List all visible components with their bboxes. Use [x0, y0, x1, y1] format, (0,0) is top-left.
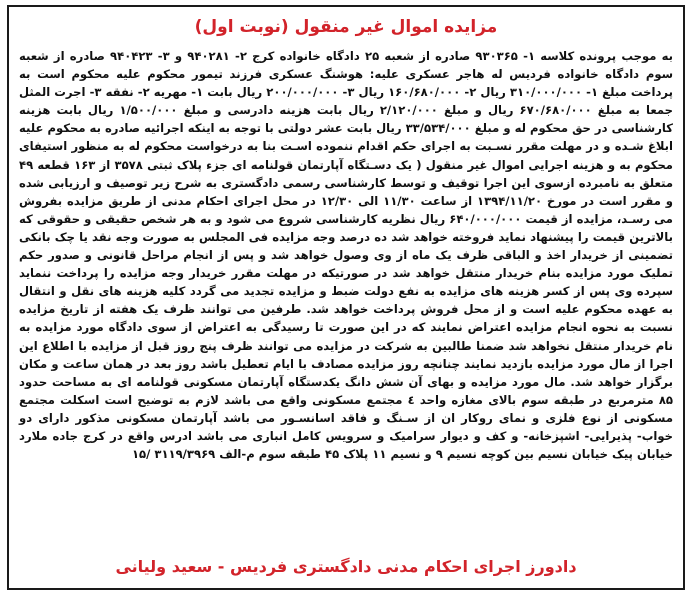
notice-title: مزایده اموال غیر منقول (نوبت اول)	[194, 17, 498, 37]
notice-signature: دادورز اجرای احکام مدنی دادگستری فردیس - سعید ولیانی	[115, 557, 577, 576]
auction-notice	[7, 5, 685, 590]
notice-body-text: به موجب پرونده کلاسه ۱- ۹۳۰۳۶۵ صادره از شعبه ۲۵ دادگاه خانواده کرج ۲- ۹۴۰۲۸۱ و ۳- ۹۴۰۴۲۳ صادره از شعبه سوم دادگاه خانواده فردیس له هاجر عسکری علیه: هوشنگ عسکری فرزند تیمور محکوم علیه محکوم است به پرداخت مبلغ ۱- ۳۱۰/۰۰۰/۰۰۰ ریال ۲- ۱۶۰/۶۸۰/۰۰۰ ریال ۳- ۲۰۰/۰۰۰/۰۰۰ ریال بابت ۱- مهریه ۲- نفقه ۳- اجرت المثل جمعا به مبلغ ۶۷۰/۶۸۰/۰۰۰ ریال و مبلغ ۲/۱۲۰/۰۰۰ ریال بابت هزینه دادرسی و مبلغ ۱/۵۰۰/۰۰۰ ریال بابت هزینه کارشناسی در حق محکوم له و مبلغ ۳۳/۵۳۴/۰۰۰ ریال بابت عشر دولتی با توجه به اینکه اجرائیه صادره به محکوم علیه ابلاغ شـده و در مهلت مقرر نسـبت به اجرای حکم اقدام ننموده اسـت بنا به درخواست محکوم له به منظور استیفای محکوم به و هزینه اجرایی اموال غیر منقول ( یک دسـتگاه آپارتمان قولنامه ای جزء پلاک ثبتی ۳۵۷۸ از ۱۶۳ قطعه ۴۹ متعلق به نامبرده ازسوی این اجرا توقیف و توسط کارشناسی رسمی دادگستری به شرح زیر توصیف و ارزیابی شده و مقرر است در مورخ ۱۳۹۴/۱۱/۲۰ از ساعت ۱۱/۳۰ الی ۱۲/۳۰ در محل اجرای احکام مدنی از طریق مزایده بفروش می رسـد، مزایده از قیمت ۶۴۰/۰۰۰/۰۰۰ ریال نظریه کارشناسی شروع می شود و به هر شخص حقیقی و حقوقی که بالاترین قیمت را پیشنهاد نماید فروخته خواهد شد ده درصد وجه مزایده فی المجلس به صورت وجه نقد یا چک بانکی تضمینی از خریدار اخذ و الباقی ظرف یک ماه از وی وصول خواهد شد و پس از انجام مراحل قانونی و صدور حکم تملیک مورد مزایده بنام خریدار منتقل خواهد شد در صورتیکه در مهلت مقرر خریدار وجه مزایده را پرداخت ننماید سپرده وی پس از کسر هزینه های مزایده به نفع دولت ضبط و مزایده تجدید می گردد کلیه هزینه های نقل و انتقال به عهده محکوم علیه است و از محل فروش پرداخت خواهد شد. طرفین می توانند ظرف یک هفته از تاریخ مزایده نسبت به نحوه انجام مزایده اعتراض نمایند که در این صورت تا رسیدگی به اعتراض از سوی دادگاه مورد مزایده به نام خریدار منتقل نخواهد شد ضمنا طالبین به شرکت در مزایده می توانند ظرف پنج روز قبل از مزایده با اطلاع این اجرا از مال مورد مزایده بازدید نمایند چنانچه روز مزایده مصادف با ایام تعطیل باشد روز بعد در همان ساعت و مکان برگزار خواهد شد. مال مورد مزایده و بهای آن شش دانگ یکدستگاه آپارتمان مسکونی قولنامه ای به مساحت حدود ۸۵ مترمربع در طبقه سوم بالای مغازه واحد ٤ مجتمع مسکونی واقع می باشد لازم به توضیح است اسکلت مجتمع مسکونی از نوع فلزی و نمای روکار ان از سـنگ و فاقد اسانسـور می باشد آپارتمان مسکونی مذکور دارای دو خواب- پذیرایی- اشپزخانه- و کف و دیوار سرامیک و سرویس کامل انباری می باشد ادرس واقع در کرج جاده ملارد خیابان پیک خیابان نسیم بین کوچه نسیم ۹ و نسیم ۱۱ پلاک ۴۵ طبقه سوم م-الف ۳۱۱۹/۳۹۶۹ /۱۵	[19, 49, 674, 462]
